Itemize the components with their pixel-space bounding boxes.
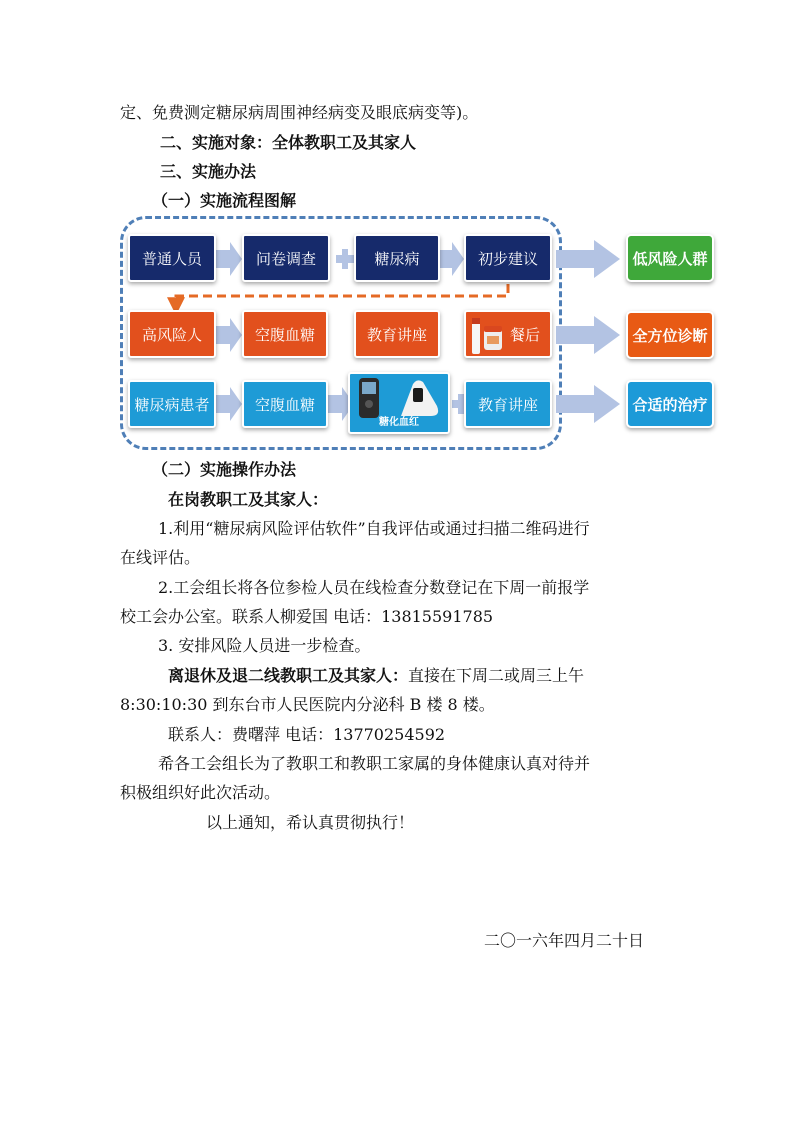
arrow-out-2 (556, 316, 620, 354)
hba1c-label: 糖化血红 (379, 417, 419, 428)
text-line: 积极组织好此次活动。 (120, 783, 281, 802)
outcome-full-diagnosis: 全方位诊断 (626, 311, 714, 359)
text-line: 希各工会组长为了教职工和教职工家属的身体健康认真对待并 (158, 754, 591, 773)
group-heading-retired: 离退休及退二线教职工及其家人： (168, 666, 409, 685)
flow-box-postmeal (464, 310, 552, 358)
outcome-low-risk: 低风险人群 (626, 234, 714, 282)
arrow-r2-1 (216, 318, 242, 352)
flow-box-high-risk: 高风险人 (128, 310, 216, 358)
text-line: 定、免费测定糖尿病周围神经病变及眼底病变等)。 (120, 103, 479, 122)
flow-box-questionnaire: 问卷调查 (242, 234, 330, 282)
retired-line (168, 665, 584, 687)
plus-r1 (336, 249, 354, 269)
outcome-treatment: 合适的治疗 (626, 380, 714, 428)
dashed-connector (176, 284, 508, 308)
flow-box-education: 教育讲座 (354, 310, 440, 358)
group-heading-onsite: 在岗教职工及其家人： (168, 490, 329, 509)
arrow-r1-1 (216, 242, 242, 276)
flow-box-fasting-glucose-2: 空腹血糖 (242, 380, 328, 428)
arrow-out-1 (556, 240, 620, 278)
flow-box-education-2: 教育讲座 (464, 380, 552, 428)
text-line: 2.工会组长将各位参检人员在线检查分数登记在下周一前报学 (158, 578, 590, 597)
text-line: 8:30:10:30 到东台市人民医院内分泌科 B 楼 8 楼。 (120, 695, 495, 714)
flow-box-fasting-glucose: 空腹血糖 (242, 310, 328, 358)
flow-diagram (116, 214, 726, 456)
text-line: 校工会办公室。联系人柳爱国 电话：13815591785 (120, 607, 494, 626)
closing-line: 以上通知，希认真贯彻执行！ (206, 813, 415, 832)
section-heading-target: 二、实施对象：全体教职工及其家人 (160, 133, 417, 152)
arrow-out-3 (556, 385, 620, 423)
date-line: 二〇一六年四月二十日 (484, 931, 645, 950)
text-line: 联系人：费曙萍 电话：13770254592 (168, 725, 446, 744)
arrow-r3-1 (216, 387, 242, 421)
retired-text: 直接在下周二或周三上午 (408, 666, 585, 685)
subheading-flow: （一）实施流程图解 (152, 191, 297, 210)
section-heading-method: 三、实施办法 (160, 162, 257, 181)
text-line: 3. 安排风险人员进一步检查。 (158, 636, 371, 655)
flow-box-advice: 初步建议 (464, 234, 552, 282)
postmeal-label: 餐后 (509, 325, 540, 344)
test-tubes-icon (470, 314, 508, 356)
subheading-operation: （二）实施操作办法 (152, 460, 297, 479)
flow-box-ordinary: 普通人员 (128, 234, 216, 282)
arrow-r1-3 (438, 242, 464, 276)
flow-box-hba1c (348, 372, 450, 434)
flow-box-diabetes: 糖尿病 (354, 234, 440, 282)
glucose-meter-icon (353, 376, 447, 420)
text-line: 在线评估。 (120, 548, 201, 567)
text-line: 1.利用“糖尿病风险评估软件”自我评估或通过扫描二维码进行 (158, 519, 590, 538)
flow-box-patient: 糖尿病患者 (128, 380, 216, 428)
